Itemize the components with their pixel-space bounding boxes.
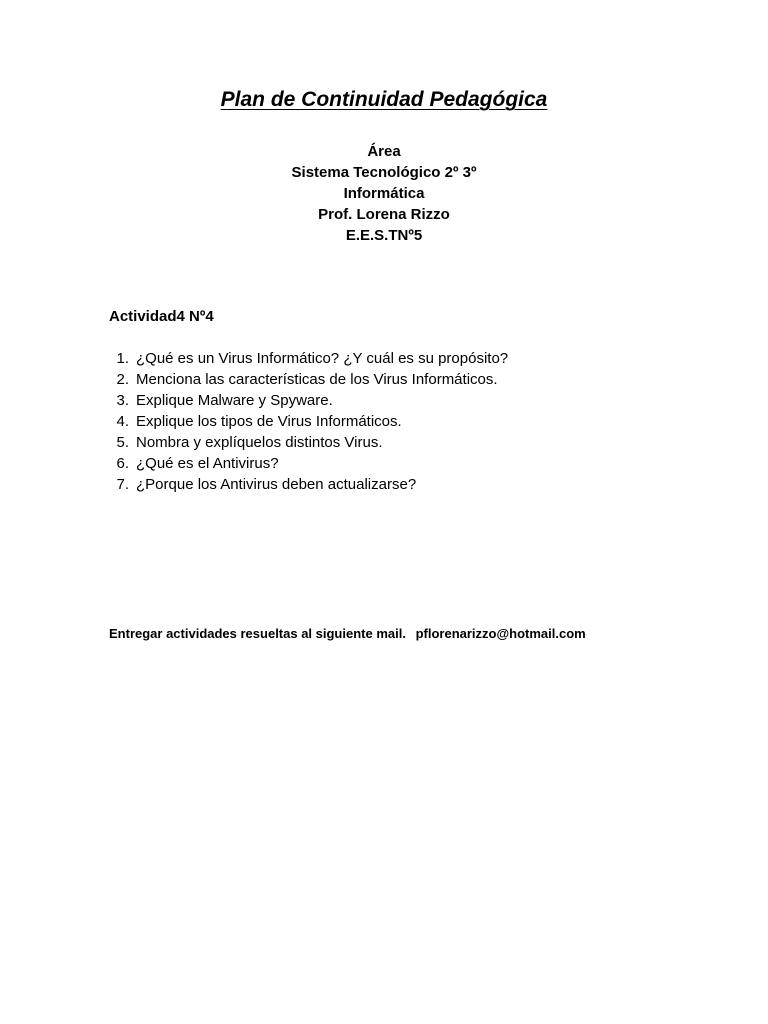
list-item [109,411,508,432]
list-item-text: Menciona las características de los Virus Informáticos. [136,371,498,388]
list-item-text: Explique Malware y Spyware. [136,392,333,409]
list-item-number: 7. [116,476,129,493]
question-list [109,348,508,495]
submit-text: Entregar actividades resueltas al siguiente mail. [109,626,406,641]
list-item-number: 6. [116,455,129,472]
list-item-text: ¿Qué es un Virus Informático? ¿Y cuál es su propósito? [136,350,509,367]
subject-name: Informática [343,185,425,202]
list-item-number: 2. [116,371,129,388]
list-item [109,453,508,474]
list-item [109,348,508,369]
submit-instructions [109,626,586,641]
email-address: pflorenarizzo@hotmail.com [415,626,586,641]
list-item-text: ¿Porque los Antivirus deben actualizarse? [136,476,417,493]
list-item-number: 1. [116,350,129,367]
teacher-name: Prof. Lorena Rizzo [318,206,450,223]
subject-course: Sistema Tecnológico 2º 3º [291,164,477,181]
school-name: E.E.S.TNº5 [345,227,423,244]
list-item [109,369,508,390]
area-label: Área [367,143,401,160]
list-item-number: 5. [116,434,129,451]
list-item-text: Nombra y explíquelos distintos Virus. [136,434,383,451]
list-item-number: 3. [116,392,129,409]
list-item [109,474,508,495]
activity-heading: Actividad4 Nº4 [109,308,214,325]
list-item [109,390,508,411]
list-item-text: ¿Qué es el Antivirus? [136,455,279,472]
list-item [109,432,508,453]
header-block [0,141,768,246]
list-item-number: 4. [116,413,129,430]
list-item-text: Explique los tipos de Virus Informáticos. [136,413,402,430]
page-title: Plan de Continuidad Pedagógica [220,88,548,111]
